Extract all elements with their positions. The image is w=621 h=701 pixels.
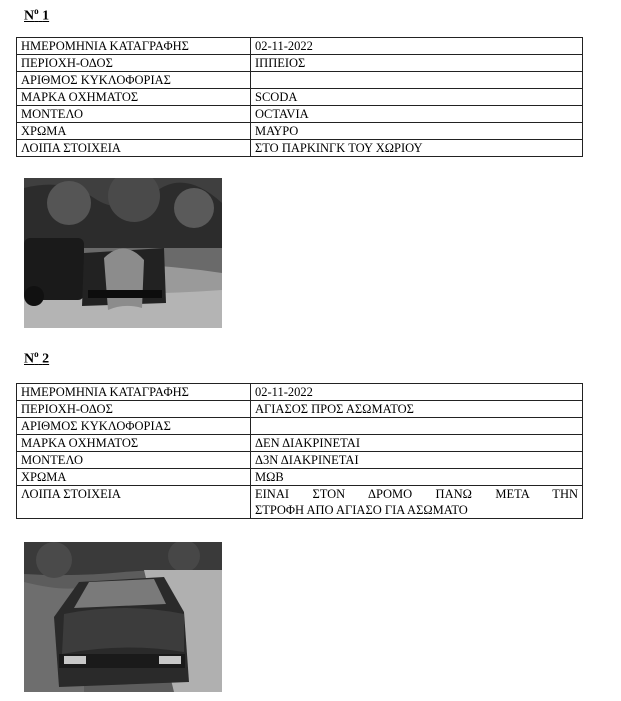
- field-label: ΠΕΡΙΟΧΗ-ΟΔΟΣ: [17, 401, 251, 418]
- table-row: [17, 452, 583, 469]
- field-value: ΜΩΒ: [251, 469, 583, 486]
- field-value: ΔΕΝ ΔΙΑΚΡΙΝΕΤΑΙ: [251, 435, 583, 452]
- field-value: OCTAVIA: [251, 106, 583, 123]
- record-1-table: [16, 37, 583, 157]
- field-label: ΜΑΡΚΑ ΟΧΗΜΑΤΟΣ: [17, 435, 251, 452]
- field-value: [251, 418, 583, 435]
- field-value: 02-11-2022: [251, 38, 583, 55]
- record-2-heading-number: 2: [42, 351, 50, 367]
- table-row: [17, 123, 583, 140]
- field-value-line-1: ΕΙΝΑΙ ΣΤΟΝ ΔΡΟΜΟ ΠΑΝΩ ΜΕΤΑ ΤΗΝ: [255, 487, 578, 501]
- table-row: [17, 486, 583, 519]
- field-value: Δ3Ν ΔΙΑΚΡΙΝΕΤΑΙ: [251, 452, 583, 469]
- record-1-heading-sup: o: [34, 6, 39, 16]
- record-1-heading: [24, 6, 49, 25]
- table-row: [17, 38, 583, 55]
- field-label: ΛΟΙΠΑ ΣΤΟΙΧΕΙΑ: [17, 140, 251, 157]
- field-label: ΠΕΡΙΟΧΗ-ΟΔΟΣ: [17, 55, 251, 72]
- record-1-heading-prefix: N: [24, 8, 35, 24]
- vehicle-photo-2-drawing: [24, 542, 222, 692]
- field-label: ΜΑΡΚΑ ΟΧΗΜΑΤΟΣ: [17, 89, 251, 106]
- field-label: ΑΡΙΘΜΟΣ ΚΥΚΛΟΦΟΡΙΑΣ: [17, 72, 251, 89]
- field-label: ΧΡΩΜΑ: [17, 469, 251, 486]
- field-value-line-2: ΣΤΡΟΦΗ ΑΠΟ ΑΓΙΑΣΟ ΓΙΑ ΑΣΩΜΑΤΟ: [255, 503, 468, 517]
- vehicle-photo-1: [24, 178, 222, 328]
- field-value: ΙΠΠΕΙΟΣ: [251, 55, 583, 72]
- field-value: ΜΑΥΡΟ: [251, 123, 583, 140]
- table-row: [17, 401, 583, 418]
- field-value: ΑΓΙΑΣΟΣ ΠΡΟΣ ΑΣΩΜΑΤΟΣ: [251, 401, 583, 418]
- field-label: ΜΟΝΤΕΛΟ: [17, 106, 251, 123]
- field-label: ΗΜΕΡΟΜΗΝΙΑ ΚΑΤΑΓΡΑΦΗΣ: [17, 384, 251, 401]
- field-label: ΗΜΕΡΟΜΗΝΙΑ ΚΑΤΑΓΡΑΦΗΣ: [17, 38, 251, 55]
- field-label: ΛΟΙΠΑ ΣΤΟΙΧΕΙΑ: [17, 486, 251, 519]
- field-value: SCODA: [251, 89, 583, 106]
- table-row: [17, 418, 583, 435]
- field-label: ΜΟΝΤΕΛΟ: [17, 452, 251, 469]
- table-row: [17, 435, 583, 452]
- field-value: [251, 72, 583, 89]
- field-label: ΑΡΙΘΜΟΣ ΚΥΚΛΟΦΟΡΙΑΣ: [17, 418, 251, 435]
- vehicle-photo-1-drawing: [24, 178, 222, 328]
- table-row: [17, 469, 583, 486]
- table-row: [17, 140, 583, 157]
- record-1-heading-number: 1: [42, 8, 50, 24]
- record-2-heading-prefix: N: [24, 351, 35, 367]
- table-row: [17, 72, 583, 89]
- table-row: [17, 55, 583, 72]
- table-row: [17, 89, 583, 106]
- record-2-table: [16, 383, 583, 519]
- table-row: [17, 384, 583, 401]
- field-value: 02-11-2022: [251, 384, 583, 401]
- vehicle-photo-2: [24, 542, 222, 692]
- record-2-heading-sup: o: [34, 349, 39, 359]
- field-label: ΧΡΩΜΑ: [17, 123, 251, 140]
- record-2-heading: [24, 349, 49, 368]
- field-value: ΣΤΟ ΠΑΡΚΙΝΓΚ ΤΟΥ ΧΩΡΙΟΥ: [251, 140, 583, 157]
- table-row: [17, 106, 583, 123]
- field-value: [251, 486, 583, 519]
